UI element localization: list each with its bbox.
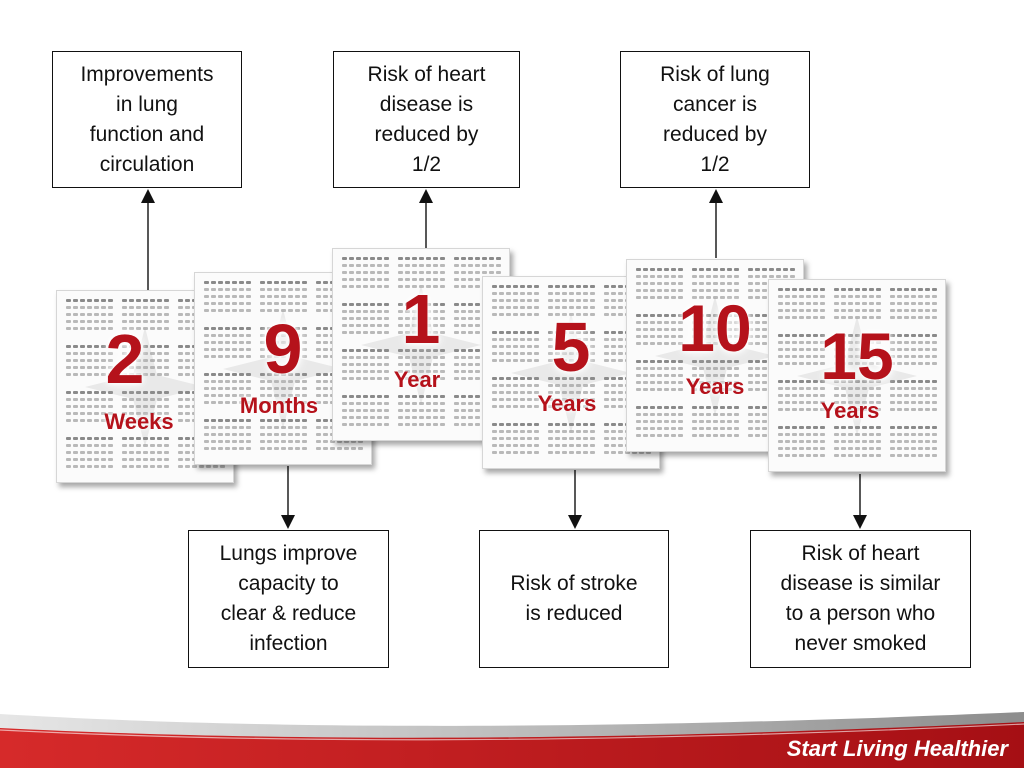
callout-line: reduced by [374, 122, 479, 146]
milestone-unit: Year [393, 367, 441, 392]
callout-line: disease is [379, 92, 474, 116]
callout-line: 1/2 [411, 152, 442, 176]
callout-line: Risk of stroke [510, 572, 638, 595]
milestone-number: 1 [401, 280, 441, 358]
callout-line: Risk of lung [660, 62, 770, 86]
callout-line: never smoked [794, 632, 927, 655]
callout-line: is reduced [525, 602, 623, 625]
footer-band [0, 700, 1024, 768]
calendar-card-15-years [768, 279, 946, 472]
callout-line: circulation [99, 152, 195, 176]
callout-line: function and [89, 122, 205, 146]
callout-line: Improvements [80, 62, 214, 86]
callout-line: 1/2 [700, 152, 730, 176]
callout-lung-function [52, 51, 242, 188]
milestone-number: 9 [263, 310, 303, 388]
footer-tagline: Start Living Healthier [786, 736, 1008, 761]
callout-line: reduced by [663, 122, 767, 146]
callout-line: cancer is [672, 92, 758, 116]
callout-line: Risk of heart [801, 542, 920, 565]
callout-heart-risk-half [333, 51, 520, 188]
callout-line: disease is similar [780, 572, 941, 595]
milestone-unit: Years [685, 374, 745, 399]
callout-line: in lung [116, 92, 178, 116]
milestone-unit: Years [537, 391, 597, 416]
callout-line: capacity to [238, 572, 339, 595]
callout-heart-risk-nonsmoker [750, 530, 971, 668]
callout-lungs-clear-infection [188, 530, 389, 668]
milestone-unit: Months [239, 393, 319, 418]
callout-line: to a person who [785, 602, 936, 625]
callout-line: Risk of heart [367, 62, 486, 86]
milestone-number: 2 [105, 320, 145, 398]
milestone-number: 10 [678, 291, 752, 365]
milestone-number: 15 [820, 319, 894, 393]
milestone-unit: Years [820, 398, 880, 423]
callout-line: Lungs improve [219, 542, 358, 565]
callout-line: infection [249, 632, 328, 655]
callout-line: clear & reduce [220, 602, 357, 625]
milestone-unit: Weeks [104, 409, 174, 434]
milestone-number: 5 [551, 308, 591, 386]
callout-stroke-risk [479, 530, 669, 668]
callout-lung-cancer-half [620, 51, 810, 188]
